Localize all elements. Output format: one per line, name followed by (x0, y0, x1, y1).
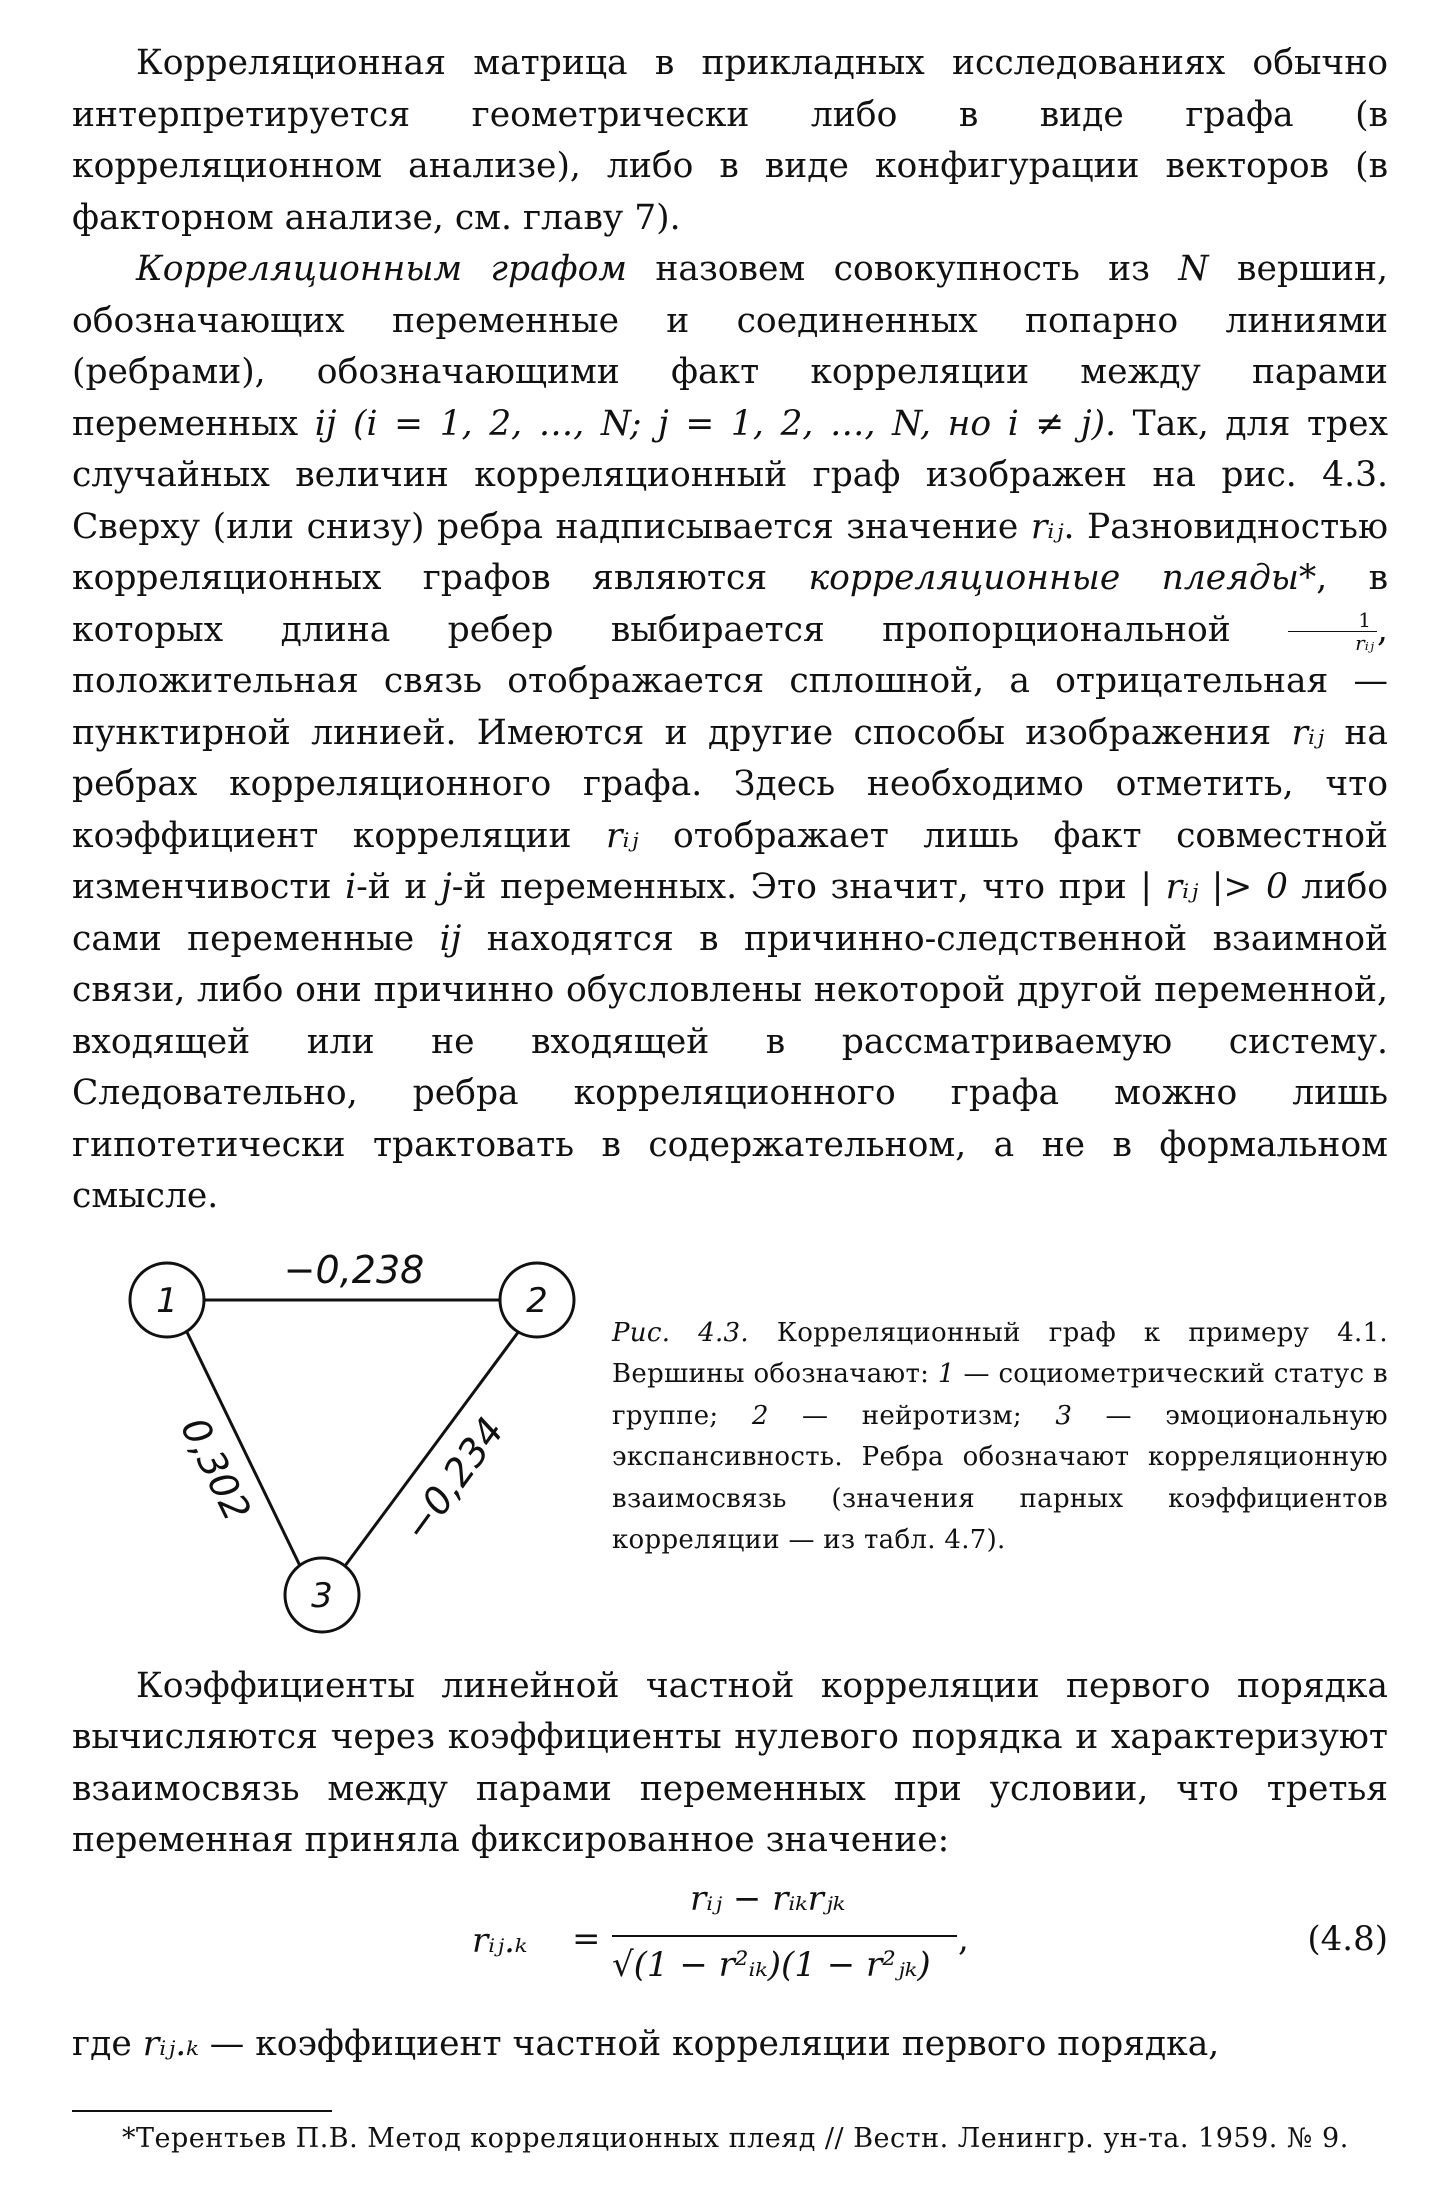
node-label-1: 1 (156, 1280, 178, 1321)
text-span: — коэффициент частной корреляции первого порядка, (198, 2023, 1220, 2064)
var-i: i (345, 867, 357, 907)
term-correlation-graph: Корреляционным графом (136, 249, 627, 289)
text-span: отображает лишь факт совместной изменчивости (72, 815, 1389, 907)
caption-number: 3 (1055, 1400, 1073, 1431)
var-ij: ij (439, 918, 462, 959)
text-span: , в которых длина ребер выбирается пропорциональной (72, 558, 1388, 650)
text-span: . Разновидностью корреляционных графов являются (72, 506, 1388, 598)
text-span: назовем совокупность из (626, 249, 1179, 289)
text-span: на ребрах корреляционного графа. Здесь необходимо отметить, что коэффициент корреляции (72, 712, 1388, 856)
text-span: — социометрический статус в группе; (612, 1359, 1388, 1431)
edge-label-1-2: −0,238 (283, 1247, 425, 1292)
formula-denominator: √(1 − r²ᵢₖ)(1 − r²ⱼₖ) (612, 1944, 931, 1985)
var-rij: rᵢⱼ (605, 815, 639, 856)
var-j: j (441, 867, 452, 907)
math-index-range: ij (i = 1, 2, …, N; j = 1, 2, …, N, но i ≠ j). (314, 403, 1117, 444)
caption-number: 2 (751, 1400, 769, 1431)
term-correlation-pleiades: корреляционные плеяды* (808, 558, 1317, 598)
figure-4-3 (72, 1245, 1388, 1661)
var-rijk: rᵢⱼ.ₖ (142, 2023, 199, 2064)
text-span: Корреляционный граф к примеру 4.1. Вершины обозначают: (612, 1317, 1388, 1389)
math-abs-rij: | rᵢⱼ |> 0 (1140, 867, 1288, 907)
edge-label-2-3: −0,234 (394, 1409, 513, 1549)
equation-number: (4.8) (1307, 1918, 1388, 1959)
formula-fraction-bar (612, 1935, 957, 1937)
formula-equals: = (572, 1918, 601, 1959)
text-span: , положительная связь отображается сплошной, а отрицательная — пунктирной линией. Имеются и другие способы изображения (72, 609, 1388, 753)
footnote-divider (72, 2110, 332, 2112)
page-content (72, 38, 1388, 2187)
text-span: -й и (356, 867, 442, 907)
paragraph-definition (72, 244, 1388, 1223)
fraction-one-over-rij (1288, 609, 1377, 654)
fraction-denominator: rᵢⱼ (1355, 630, 1375, 655)
node-label-2: 2 (526, 1280, 548, 1321)
text-span: вершин, обозначающих переменные и соединенных попарно линиями (ребрами), обозначающими факт корреляции между парами переменных (72, 249, 1388, 444)
text-span: либо сами переменные (72, 867, 1388, 959)
formula-4-8 (72, 1879, 1388, 2019)
node-label-3: 3 (311, 1575, 333, 1616)
caption-label: Рис. 4.3. (612, 1317, 749, 1348)
text-span: -й переменных. Это значит, что при (451, 867, 1141, 907)
footnote: *Терентьев П.В. Метод корреляционных плеяд // Вестн. Ленингр. ун-та. 1959. № 9. (122, 2123, 1349, 2154)
edge-label-1-3: 0,302 (172, 1410, 260, 1528)
text-span: Так, для трех случайных величин корреляционный граф изображен на рис. 4.3. Сверху (или снизу) ребра надписывается значение (72, 403, 1389, 547)
var-rij: rᵢⱼ (1030, 506, 1064, 547)
paragraph-where (72, 2019, 1388, 2071)
paragraph-partial-correlation: Коэффициенты линейной частной корреляции первого порядка вычисляются через коэффициенты нулевого порядка и характеризуют взаимосвязь между парами переменных при условии, что третья переменная приняла фиксированное значение: (72, 1665, 1388, 1860)
correlation-graph (92, 1245, 592, 1661)
var-rij: rᵢⱼ (1291, 712, 1325, 753)
fraction-numerator: 1 (1288, 609, 1377, 632)
text-span: находятся в причинно-следственной взаимной связи, либо они причинно обусловлены некоторой другой переменной, входящей или не входящей в рассматриваемую систему. Следовательно, ребра корреляционного графа можно лишь гипотетически трактовать в содержательном, а не в формальном смысле. (72, 918, 1388, 1216)
text-span: где (72, 2023, 143, 2064)
paragraph-intro: Корреляционная матрица в прикладных исследованиях обычно интерпретируется геометрически либо в виде графа (в корреляционном анализе), либо в виде конфигурации векторов (в факторном анализе, см. главу 7). (72, 43, 1388, 238)
caption-number: 1 (937, 1359, 955, 1389)
var-n: N (1178, 249, 1209, 289)
figure-caption (612, 1313, 1388, 1562)
formula-lhs: rᵢⱼ.ₖ (472, 1920, 528, 1961)
text-span: — эмоциональную экспансивность. Ребра обозначают корреляционную взаимосвязь (значения парных коэффициентов корреляции — из табл. 4.7). (612, 1400, 1388, 1555)
formula-comma: , (958, 1918, 969, 1959)
formula-numerator: rᵢⱼ − rᵢₖrⱼₖ (690, 1878, 846, 1919)
text-span: — нейротизм; (768, 1400, 1056, 1431)
